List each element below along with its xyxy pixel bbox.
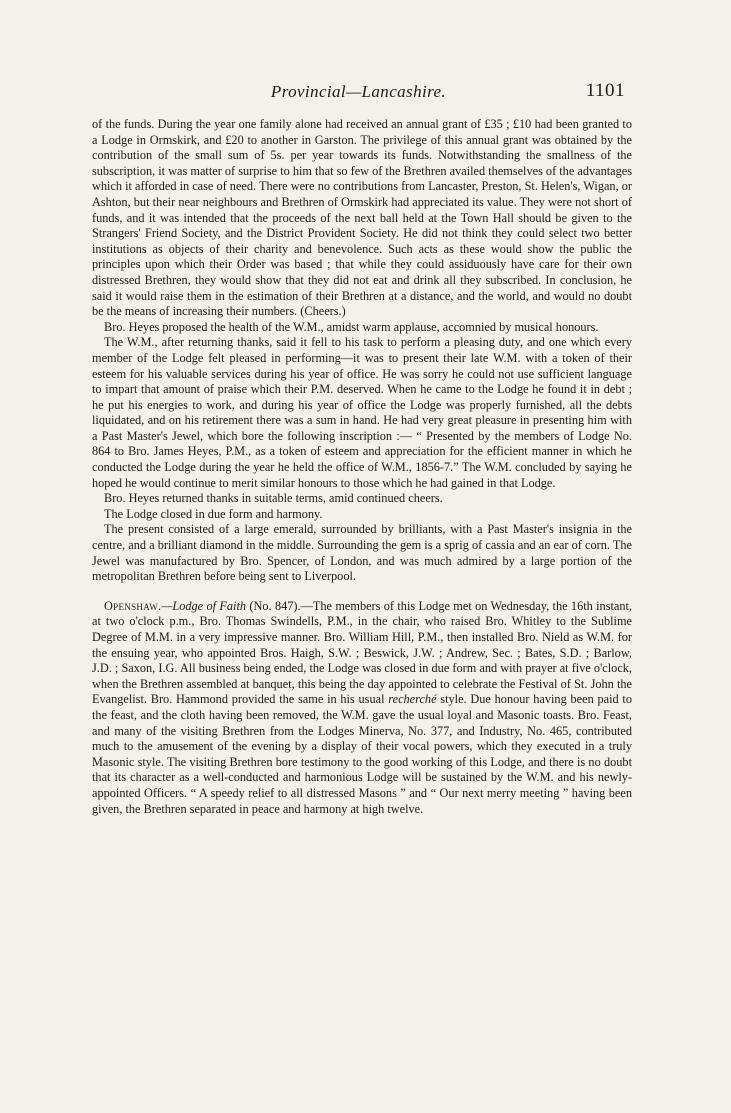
paragraph-funds: of the funds. During the year one family alone had received an annual grant of £35 ; £10 had been granted to a Lodge in Ormskirk, and £20 to another in Garston. The privilege of this annual grant was obtained by the contribution of the small sum of 5s. per year towards its funds. Notwithstanding the smallness of the subscription, it was matter of surprise to him that so few of the Brethren availed themselves of the advantages which it afforded in case of need. There were no contributions from Lancaster, Preston, St. Helen's, Wigan, or Ashton, but their near neighbours and Brethren of Ormskirk had appreciated its value. They were not short of funds, and it was intended that the proceeds of the next ball held at the Town Hall should be given to the Strangers' Friend Society, and the District Provident Society. He did not think they could select two better institutions as objects of their charity and benevolence. Such acts as these would show the public the principles upon which their Order was based ; that while they could assiduously have care for their own distressed Brethren, they would show that they did not eat and drink all they subscribed. In conclusion, he said it would raise them in the estimation of their Brethren at a distance, and the world, and would no doubt be the means of increasing their numbers. (Cheers.) — [92, 117, 632, 319]
page-header — [92, 82, 625, 106]
running-title: Provincial—Lancashire. — [270, 82, 447, 101]
openshaw-text: (No. 847).—The members of this Lodge met on Wednesday, the 16th instant, at two o'clock p.m., Bro. Thomas Swindells, P.M., in the chair, who raised Bro. Whitley to the Sublime Degree of M.M. in a very impressive manner. Bro. William Hill, P.M., then installed Bro. Nield as W.M. for the ensuing year, who appointed Bros. Haigh, S.W. ; Beswick, J.W. ; Andrew, Sec. ; Bates, S.D. ; Barlow, J.D. ; Saxon, I.G. All business being ended, the Lodge was closed in due form and with prayer at five o'clock, when the Brethren assembled at banquet, this being the day appointed to celebrate the Festival of St. John the Evangelist. Bro. Hammond provided the same in his usual — [92, 598, 633, 707]
paragraph-openshaw — [92, 599, 632, 817]
section-gap — [92, 585, 632, 599]
openshaw-text-end: style. Due honour having been paid to the feast, and the cloth having been removed, the W.M. gave the usual loyal and Masonic toasts. Bro. Feast, and many of the visiting Brethren from the Lodges Minerva, No. 377, and Industry, No. 465, contributed much to the amusement of the evening by a display of their vocal powers, which they executed in a truly Masonic style. The visiting Brethren bore testimony to the good working of this Lodge, and there is no doubt that its character as a well-conducted and harmonious Lodge will be sustained by the W.M. and his newly-appointed Officers. “ A speedy relief to all distressed Masons ” and “ Our next merry meeting ” having been given, the Brethren separated in peace and harmony at high twelve. — [92, 692, 632, 816]
paragraph-heyes-toast: Bro. Heyes proposed the health of the W.M., amidst warm applause, accomnied by musical honours. — [104, 319, 599, 334]
openshaw-lodge-name: —Lodge of Faith — [161, 598, 247, 613]
openshaw-recherche: recherché — [388, 692, 437, 707]
openshaw-place: Openshaw. — [104, 598, 162, 613]
page-number: 1101 — [585, 80, 625, 101]
paragraph-jewel-description: The present consisted of a large emerald, surrounded by brilliants, with a Past Master's insignia in the centre, and a brilliant diamond in the middle. Surrounding the gem is a sprig of cassia and an ear of corn. The Jewel was manufactured by Bro. Spencer, of London, and was much admired by a large portion of the metropolitan Brethren before being sent to Liverpool. — [92, 522, 632, 584]
paragraph-lodge-closed: The Lodge closed in due form and harmony. — [104, 506, 323, 521]
article-body — [92, 117, 632, 817]
paragraph-heyes-thanks: Bro. Heyes returned thanks in suitable terms, amid continued cheers. — [104, 491, 443, 506]
paragraph-wm-presentation: The W.M., after returning thanks, said it fell to his task to perform a pleasing duty, and one which every member of the Lodge felt pleased in performing—it was to present their late W.M. with a token of their esteem for his valuable services during his year of office. He was sorry he could not use sufficient language to impart that amount of praise which their P.M. deserved. When he came to the Lodge he found it in debt ; he put his energies to work, and during his year of office the Lodge was properly furnished, all the debts liquidated, and on his retirement there was a sum in hand. He had very great pleasure in presenting him with a Past Master's Jewel, which bore the following inscription :— “ Presented by the members of Lodge No. 864 to Bro. James Heyes, P.M., as a token of esteem and appreciation for the efficient manner in which he conducted the Lodge during the year he held the office of W.M., 1856-7.” The W.M. concluded by saying he hoped he would continue to merit similar honours to those which he had gained in that Lodge. — [92, 335, 632, 490]
